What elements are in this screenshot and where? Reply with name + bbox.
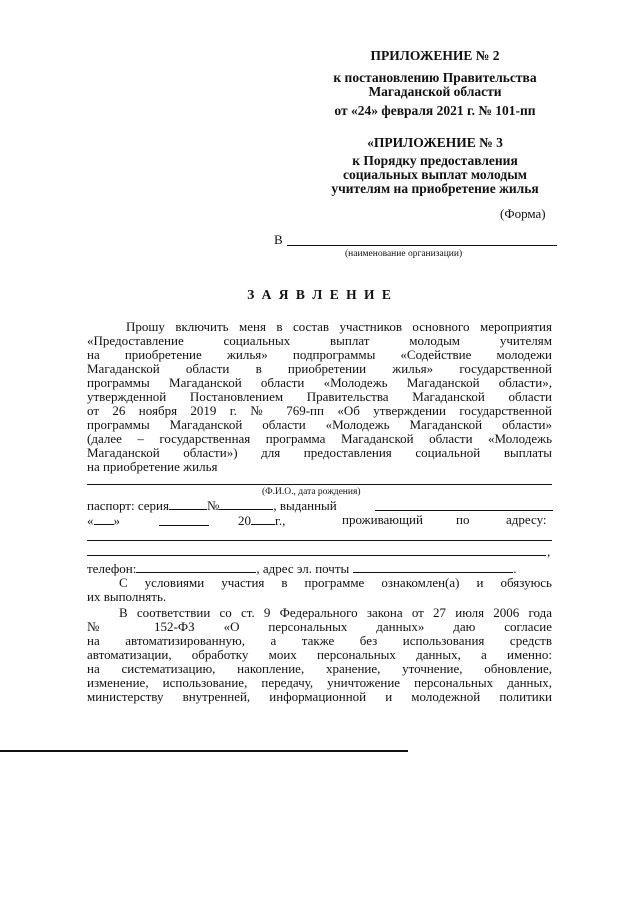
quote-close: » [113,513,120,528]
address-field-1[interactable] [87,540,552,541]
issue-year-field[interactable] [251,512,275,525]
passport-row [87,497,337,514]
form-appendix-line-2: социальных выплат молодым [342,167,527,182]
passport-issued-by-field[interactable] [375,510,553,511]
recipient-caption: (наименование организации) [345,249,463,259]
consent-line: министерству внутренней, информационной и молодежной политики [87,689,552,704]
form-appendix-title: «ПРИЛОЖЕНИЕ № 3 [367,135,503,150]
request-line: на приобретение жилья [87,459,218,474]
address-field-2[interactable] [87,555,546,556]
consent-line: на систематизацию, накопление, хранение, уточнение, обновление, [87,661,552,676]
request-line: программы Магаданской области «Молодежь Магаданской области» [87,417,552,432]
passport-issued-label: , выданный [273,498,337,513]
consent-line: изменение, использование, передачу, уничтожение персональных данных, [87,675,552,690]
appendix-title: ПРИЛОЖЕНИЕ № 2 [370,48,500,63]
residing-label: проживающий [342,512,423,527]
request-line: «Предоставление социальных выплат молодым учителям [87,333,552,348]
consent-line: № 152-ФЗ «О персональных данных» даю согласие [87,619,552,634]
passport-number-field[interactable] [219,497,273,510]
request-line: утвержденной Постановлением Правительства Магаданской области [87,389,552,404]
phone-end: . [513,561,517,576]
issue-day-field[interactable] [94,512,114,525]
passport-series-field[interactable] [169,497,207,510]
request-line: (далее – государственная программа Магаданской области «Молодежь [87,431,552,446]
year-prefix: 20 [238,513,251,528]
recipient-prefix: В [274,232,283,247]
issue-date-day [87,512,120,529]
appendix-line-2: Магаданской области [368,84,502,99]
request-line: от 26 ноября 2019 г. № 769-пп «Об утверждении государственной [87,403,552,418]
request-line: Магаданской области») для предоставления социальной выплаты [87,445,552,460]
quote-open: « [87,513,94,528]
email-label: , адрес эл. почты [256,561,350,576]
footnote-separator [0,750,408,752]
consent-line: на автоматизированную, а также без использования средств [87,633,552,648]
conditions-line: С условиями участия в программе ознакомлен(а) и обязуюсь [119,575,552,590]
request-line: Прошу включить меня в состав участников основного мероприятия [126,319,552,334]
fio-field[interactable] [87,484,552,485]
passport-number-sign: № [206,498,220,513]
issue-year [238,512,285,529]
document-title: З А Я В Л Е Н И Е [247,287,393,302]
consent-line: автоматизации, обработку моих персональных данных, а именно: [87,647,552,662]
year-suffix: г., [275,513,286,528]
issue-month-field[interactable] [159,525,209,526]
conditions-line: их выполнять. [87,589,167,604]
form-appendix-line-3: учителям на приобретение жилья [331,181,539,196]
at-label: по [456,512,470,527]
fio-caption: (Ф.И.О., дата рождения) [262,487,361,497]
phone-label: телефон: [87,561,137,576]
appendix-line-1: к постановлению Правительства [333,70,537,85]
request-line: программы Магаданской области «Молодежь Магаданской области», [87,375,552,390]
form-label: (Форма) [500,206,546,221]
appendix-line-3: от «24» февраля 2021 г. № 101-пп [334,103,536,118]
consent-line: В соответствии со ст. 9 Федерального закона от 27 июля 2006 года [119,605,552,620]
request-line: Магаданской области в приобретении жилья» государственной [87,361,552,376]
passport-label: паспорт: серия [87,498,169,513]
form-appendix-line-1: к Порядку предоставления [352,153,518,168]
recipient-organization-field[interactable] [287,245,557,246]
request-line: на приобретение жилья» подпрограммы «Содействие молодежи [87,347,552,362]
phone-field[interactable] [136,560,256,573]
address-comma: , [547,544,551,559]
email-field[interactable] [353,560,513,573]
address-label: адресу: [506,512,547,527]
